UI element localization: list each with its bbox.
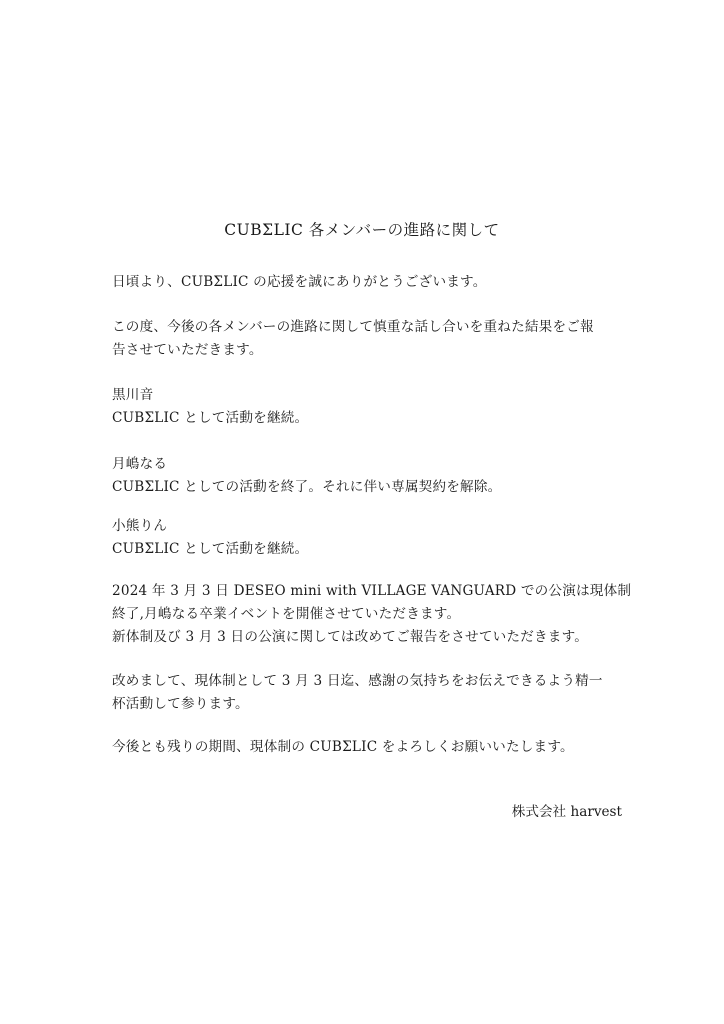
event-line: 新体制及び 3 月 3 日の公演に関しては改めてご報告をさせていただきます。 — [112, 629, 589, 645]
greeting-line: 日頃より、CUBΣLIC の応援を誠にありがとうございます。 — [112, 274, 487, 290]
member-name: 月嶋なる — [112, 456, 168, 472]
intro-line: この度、今後の各メンバーの進路に関して慎重な話し合いを重ねた結果をご報 — [112, 319, 594, 335]
event-line: 2024 年 3 月 3 日 DESEO mini with VILLAGE VANGUARD での公演は現体制 — [112, 583, 632, 599]
member-name: 黒川音 — [112, 387, 154, 403]
member-entry — [112, 515, 627, 561]
thanks-line: 杯活動して参ります。 — [112, 696, 249, 712]
document-title: CUBΣLIC 各メンバーの進路に関して — [224, 221, 500, 239]
company-signature: 株式会社 harvest — [511, 804, 622, 820]
member-status: CUBΣLIC として活動を継続。 — [112, 410, 309, 426]
thanks-paragraph — [112, 670, 627, 716]
member-name: 小熊りん — [112, 518, 168, 534]
greeting-paragraph — [112, 271, 627, 294]
member-status: CUBΣLIC として活動を継続。 — [112, 541, 309, 557]
closing-line: 今後とも残りの期間、現体制の CUBΣLIC をよろしくお願いいたします。 — [112, 739, 574, 755]
member-entry — [112, 453, 627, 499]
thanks-line: 改めまして、現体制として 3 月 3 日迄、感謝の気持ちをお伝えできるよう精一 — [112, 673, 603, 689]
member-entry — [112, 384, 627, 430]
member-status: CUBΣLIC としての活動を終了。それに伴い専属契約を解除。 — [112, 479, 502, 495]
event-paragraph — [112, 580, 632, 649]
event-line: 終了,月嶋なる卒業イベントを開催させていただきます。 — [112, 606, 461, 622]
closing-paragraph — [112, 736, 627, 759]
intro-paragraph — [112, 316, 627, 362]
intro-line: 告させていただきます。 — [112, 342, 263, 358]
